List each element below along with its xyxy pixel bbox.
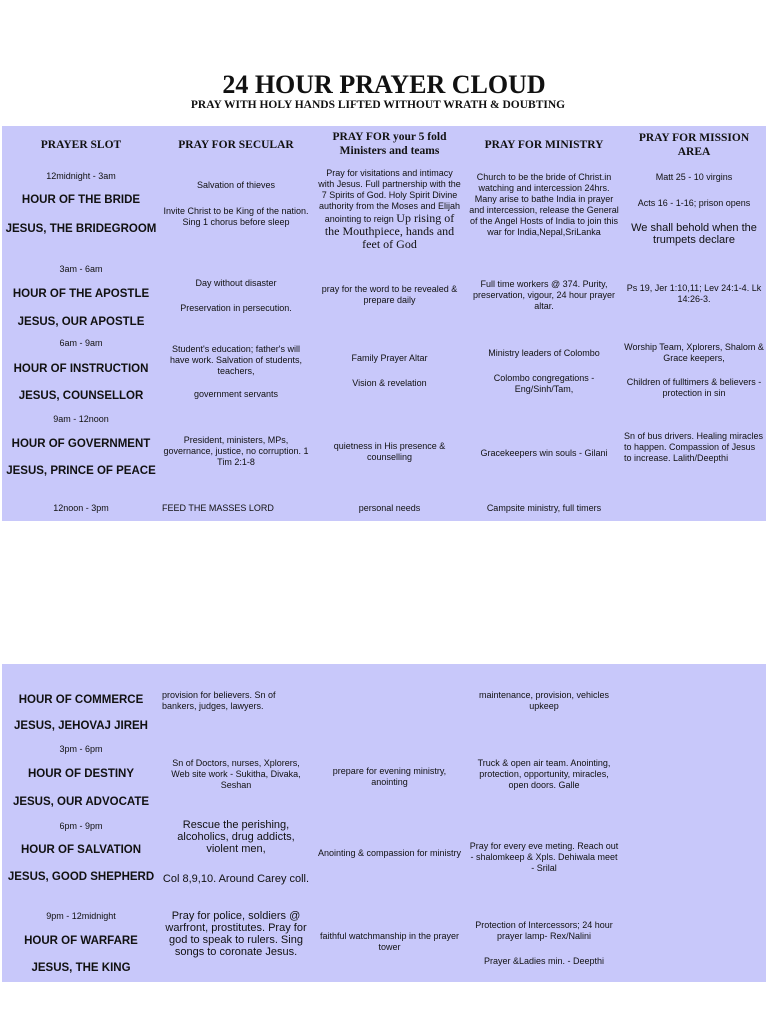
mission-item: Matt 25 - 10 virgins (655, 172, 733, 182)
slot-time: 12noon - 3pm (53, 503, 109, 513)
mission-item: Sn of bus drivers. Healing miracles to happen. Compassion of Jesus to increase. Lalith/Deepthi (624, 431, 764, 463)
ministers-item: Vision & revelation (352, 378, 427, 388)
ministry-item: Church to be the bride of Christ.in watching and intercession 24hrs. Many arise to bathe India in prayer and intercession, release the General of the Angel Hosts of India to join this war for India,Nepal,SriLanka (469, 172, 619, 237)
jesus-title: JESUS, PRINCE OF PEACE (6, 465, 156, 477)
header-prayer-slot: PRAYER SLOT (40, 139, 122, 151)
jesus-title: JESUS, OUR APOSTLE (17, 316, 145, 328)
hour-name: HOUR OF WARFARE (24, 935, 138, 947)
ministers-item: personal needs (358, 503, 421, 513)
hour-name: HOUR OF COMMERCE (18, 694, 144, 706)
ministry-item: Full time workers @ 374. Purity, preservation, vigour, 24 hour prayer altar. (472, 279, 616, 311)
hour-name: HOUR OF THE APOSTLE (12, 288, 150, 300)
jesus-title: JESUS, THE BRIDEGROOM (5, 223, 157, 235)
mission-item: Worship Team, Xplorers, Shalom & Grace keepers, (624, 342, 764, 363)
prayer-table-part-2 (2, 664, 766, 982)
ministers-text-emphasis: Up rising of the Mouthpiece, hands and feet of God (324, 211, 455, 251)
prayer-table-part-1 (2, 126, 766, 521)
ministry-item: Ministry leaders of Colombo (488, 348, 600, 358)
mission-item: We shall behold when the trumpets declare (631, 222, 757, 246)
ministry-item: Gracekeepers win souls - Gilani (480, 448, 608, 458)
jesus-title: JESUS, OUR ADVOCATE (12, 796, 150, 808)
ministry-item: Prayer &Ladies min. - Deepthi (483, 956, 605, 966)
ministry-item: Truck & open air team. Anointing, protection, opportunity, miracles, open doors. Galle (477, 758, 611, 790)
ministers-item: prepare for evening ministry, anointing (332, 766, 447, 787)
slot-time: 3am - 6am (59, 264, 103, 274)
hour-name: HOUR OF THE BRIDE (21, 194, 141, 206)
ministers-item: pray for the word to be revealed & prepare daily (321, 284, 458, 305)
header-ministers: PRAY FOR your 5 fold Ministers and teams (332, 131, 447, 157)
mission-item: Acts 16 - 1-16; prison opens (637, 198, 751, 208)
secular-item: Pray for police, soldiers @ warfront, prostitutes. Pray for god to speak to rulers. Sing songs to coronate Jesus. (165, 910, 307, 958)
hour-name: HOUR OF GOVERNMENT (11, 438, 151, 450)
jesus-title: JESUS, GOOD SHEPHERD (7, 871, 155, 883)
slot-time: 3pm - 6pm (59, 744, 103, 754)
secular-item: Salvation of thieves (196, 180, 276, 190)
header-mission: PRAY FOR MISSION AREA (638, 132, 750, 158)
secular-item: Rescue the perishing, alcoholics, drug addicts, violent men, (177, 819, 295, 855)
jesus-title: JESUS, THE KING (31, 962, 131, 974)
mission-item: Ps 19, Jer 1:10,11; Lev 24:1-4. Lk 14:26-3. (626, 283, 762, 304)
ministers-item: quietness in His presence & counselling (333, 441, 446, 462)
jesus-title: JESUS, COUNSELLOR (18, 390, 144, 402)
slot-time: 9am - 12noon (53, 414, 109, 424)
mission-item: Children of fulltimers & believers - protection in sin (626, 377, 762, 398)
ministry-item: Colombo congregations - Eng/Sinh/Tam, (493, 373, 595, 394)
ministers-item (317, 168, 462, 251)
secular-item: Invite Christ to be King of the nation. Sing 1 chorus before sleep (163, 206, 309, 227)
ministry-item: maintenance, provision, vehicles upkeep (478, 690, 610, 711)
ministers-text: Pray for visitations and intimacy with Jesus. Full partnership with the 7 Spirits of God. Holy Spirit Divine authority from the Moses and Elijah anointing to reign (318, 168, 461, 224)
jesus-title: JESUS, JEHOVAJ JIREH (13, 720, 148, 732)
hour-name: HOUR OF DESTINY (27, 768, 135, 780)
secular-item: provision for believers. Sn of bankers, judges, lawyers. (162, 690, 276, 711)
secular-item: President, ministers, MPs, governance, justice, no corruption. 1 Tim 2:1-8 (163, 435, 309, 467)
secular-item: Sn of Doctors, nurses, Xplorers, Web site work - Sukitha, Divaka, Seshan (171, 758, 301, 790)
ministry-item: Campsite ministry, full timers (486, 503, 602, 513)
slot-time: 6pm - 9pm (59, 821, 103, 831)
secular-item: Col 8,9,10. Around Carey coll. (162, 873, 310, 885)
secular-item: FEED THE MASSES LORD (162, 503, 274, 513)
page-title: 24 HOUR PRAYER CLOUD (222, 70, 546, 99)
hour-name: HOUR OF SALVATION (20, 844, 142, 856)
secular-item: government servants (193, 389, 279, 399)
header-ministry: PRAY FOR MINISTRY (484, 139, 604, 151)
header-secular: PRAY FOR SECULAR (178, 139, 294, 151)
ministry-item: Pray for every eve meting. Reach out - shalomkeep & Xpls. Dehiwala meet - Srilal (469, 841, 619, 873)
ministers-item: faithful watchmanship in the prayer tower (319, 931, 460, 952)
ministry-item: Protection of Intercessors; 24 hour prayer lamp- Rex/Nalini (475, 920, 613, 941)
secular-item: Day without disaster (195, 278, 277, 288)
secular-item: Preservation in persecution. (180, 303, 292, 313)
secular-item: Student's education; father's will have work. Salvation of students, teachers, (169, 344, 303, 376)
hour-name: HOUR OF INSTRUCTION (13, 363, 149, 375)
slot-time: 9pm - 12midnight (46, 911, 116, 921)
page-subtitle: PRAY WITH HOLY HANDS LIFTED WITHOUT WRATH & DOUBTING (190, 99, 566, 111)
slot-time: 6am - 9am (59, 338, 103, 348)
ministers-item: Family Prayer Altar (351, 353, 428, 363)
ministers-item: Anointing & compassion for ministry (317, 848, 462, 858)
slot-time: 12midnight - 3am (46, 171, 116, 181)
